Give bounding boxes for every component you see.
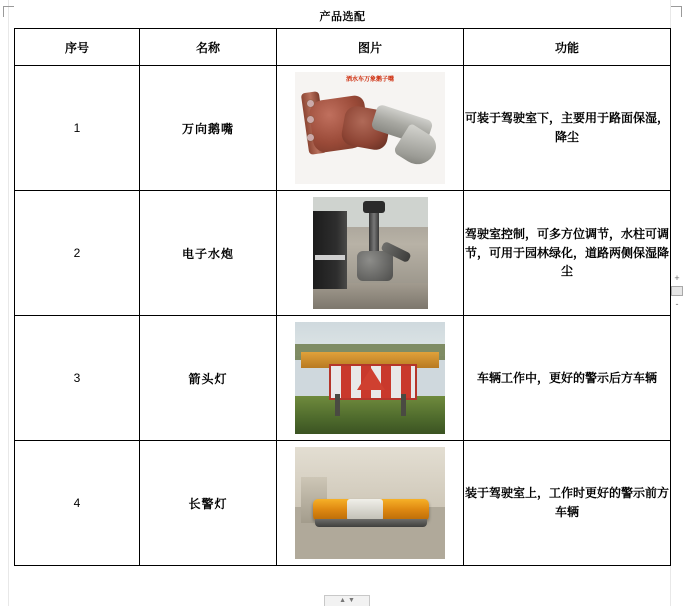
cell-no: 2 (15, 191, 140, 316)
photo-shape-lightbar-base (315, 519, 427, 527)
zoom-out-button[interactable]: - (675, 299, 679, 309)
product-photo-arrow-board-light (295, 322, 445, 434)
photo-caption: 洒水车万象鹅子嘴 (345, 77, 394, 83)
cell-name: 箭头灯 (140, 316, 277, 441)
table-header-row (15, 29, 671, 66)
page-edge-left (8, 0, 9, 606)
photo-shape-bolt (307, 134, 314, 141)
cell-name: 万向鹅嘴 (140, 66, 277, 191)
product-photo-universal-gooseneck (295, 72, 445, 184)
zoom-slider[interactable] (671, 272, 683, 340)
cell-image (277, 441, 464, 566)
cell-function: 车辆工作中，更好的警示后方车辆 (464, 316, 671, 441)
table-body (15, 66, 671, 566)
zoom-in-button[interactable]: + (674, 273, 680, 283)
cell-no: 4 (15, 441, 140, 566)
cell-function: 装于驾驶室上，工作时更好的警示前方车辆 (464, 441, 671, 566)
table-row (15, 316, 671, 441)
product-photo-electronic-water-cannon (313, 197, 428, 309)
column-header-function: 功能 (464, 29, 671, 66)
column-header-name: 名称 (140, 29, 277, 66)
photo-shape-bolt (307, 100, 314, 107)
zoom-slider-handle[interactable] (671, 286, 683, 296)
cell-function: 可装于驾驶室下，主要用于路面保湿，降尘 (464, 66, 671, 191)
page-title: 产品选配 (319, 11, 366, 23)
cell-name: 长警灯 (140, 441, 277, 566)
photo-shape-arrow (357, 368, 385, 390)
cell-image (277, 191, 464, 316)
cell-name: 电子水炮 (140, 191, 277, 316)
photo-shape-truck-body (313, 211, 347, 289)
product-photo-long-warning-light (295, 447, 445, 559)
cell-no: 3 (15, 316, 140, 441)
photo-shape-cannon-head (363, 201, 385, 213)
photo-shape-bolt (307, 116, 314, 123)
cell-image (277, 316, 464, 441)
cell-function: 驾驶室控制，可多方位调节，水柱可调节，可用于园林绿化，道路两侧保湿降尘 (464, 191, 671, 316)
table-row (15, 66, 671, 191)
table-row (15, 191, 671, 316)
table-header (15, 29, 671, 66)
table-row (15, 441, 671, 566)
page-navigation-buttons[interactable]: ▲ ▼ (324, 595, 370, 606)
photo-shape-cannon-base (357, 251, 393, 281)
cell-image (277, 66, 464, 191)
cell-no: 1 (15, 66, 140, 191)
photo-shape-leg (401, 394, 406, 416)
product-options-table-wrapper (14, 28, 668, 566)
column-header-no: 序号 (15, 29, 140, 66)
photo-shape-cannon-post (369, 207, 379, 253)
photo-shape-truck-stripe (315, 255, 345, 260)
photo-shape-leg (335, 394, 340, 416)
photo-shape-grass (295, 396, 445, 434)
product-options-table (14, 28, 671, 566)
photo-shape-lightbar-center (347, 499, 383, 521)
column-header-image: 图片 (277, 29, 464, 66)
